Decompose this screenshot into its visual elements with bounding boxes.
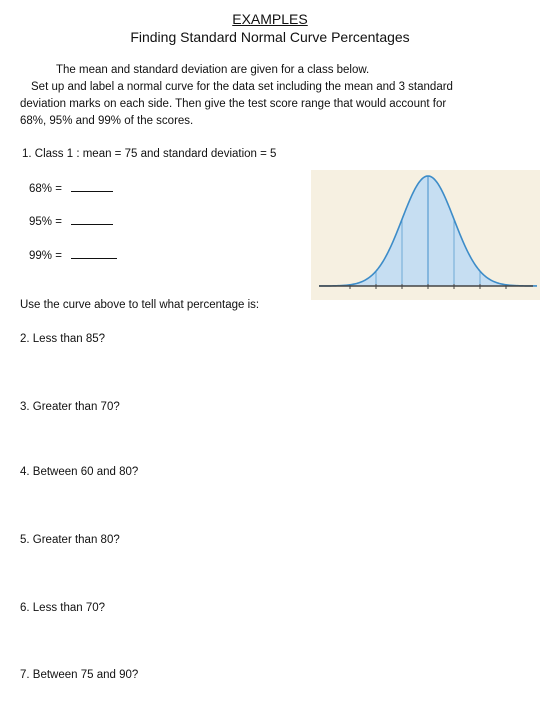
problem-1-label: 1. Class 1 : mean = 75 and standard deviation = 5 [22,148,277,160]
question-3: 3. Greater than 70? [20,401,120,413]
intro-line-4: 68%, 95% and 99% of the scores. [20,115,194,127]
blank-68 [29,180,113,196]
intro-line-3: deviation marks on each side. Then give the test score range that would account for [20,98,447,110]
blank-68-label: 68% = [29,183,66,195]
question-2: 2. Less than 85? [20,333,106,345]
normal-curve-svg [311,170,540,300]
blank-95-label: 95% = [29,216,66,228]
blank-95 [29,213,113,229]
blank-99 [29,247,117,263]
sigma-lines [350,176,506,289]
page-subtitle: Finding Standard Normal Curve Percentages [130,29,410,45]
question-5: 5. Greater than 80? [20,534,120,546]
blank-99-label: 99% = [29,250,66,262]
instruction-text: Use the curve above to tell what percentage is: [20,299,260,311]
answer-line-68[interactable] [71,180,113,192]
question-6: 6. Less than 70? [20,602,106,614]
question-4: 4. Between 60 and 80? [20,466,139,478]
question-7: 7. Between 75 and 90? [20,669,139,681]
intro-line-2: Set up and label a normal curve for the data set including the mean and 3 standard [31,81,453,93]
normal-curve-figure [311,170,540,300]
page-title: EXAMPLES [232,11,308,27]
answer-line-99[interactable] [71,247,117,259]
intro-line-1: The mean and standard deviation are given for a class below. [56,64,370,76]
answer-line-95[interactable] [71,213,113,225]
